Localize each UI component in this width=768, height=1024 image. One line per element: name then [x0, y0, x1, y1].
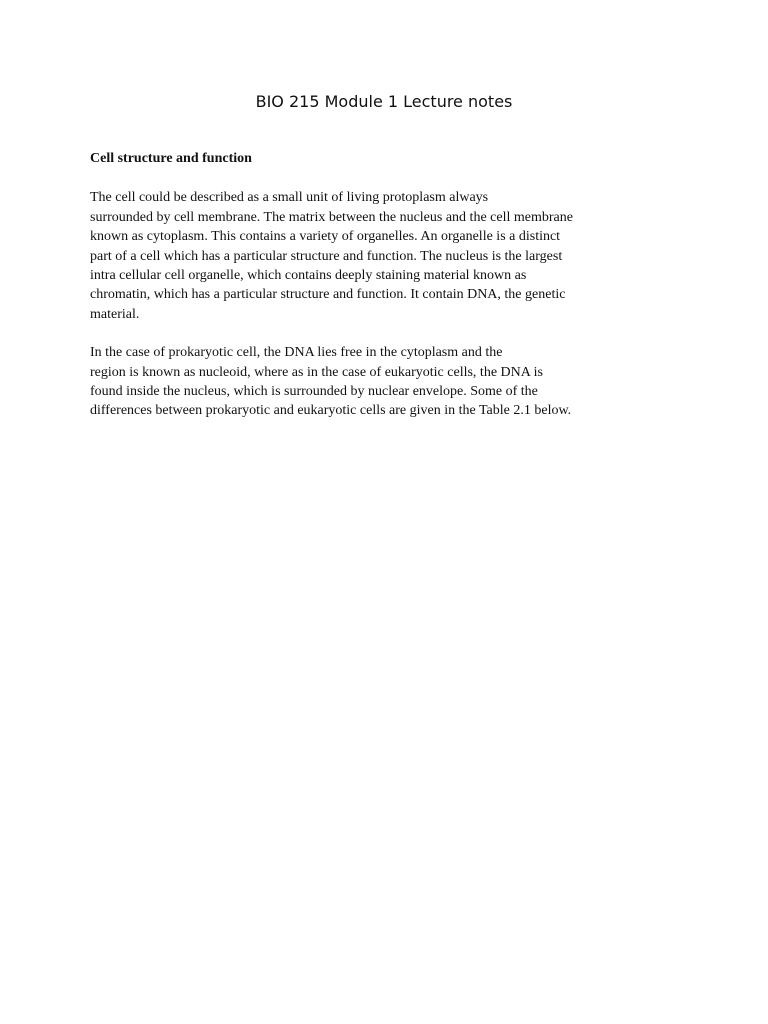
section-heading: Cell structure and function	[90, 151, 252, 166]
document-body	[90, 149, 630, 440]
paragraph-line: material.	[90, 306, 140, 322]
document-title: BIO 215 Module 1 Lecture notes	[255, 92, 513, 111]
paragraph-line: surrounded by cell membrane. The matrix between the nucleus and the cell membrane	[90, 209, 573, 225]
paragraph-cell-description	[90, 188, 630, 324]
paragraph-line: The cell could be described as a small unit of living protoplasm always	[90, 190, 489, 206]
paragraph-line: found inside the nucleus, which is surrounded by nuclear envelope. Some of the	[90, 384, 538, 400]
paragraph-line: differences between prokaryotic and eukaryotic cells are given in the Table 2.1 below.	[90, 403, 572, 419]
paragraph-line: region is known as nucleoid, where as in the case of eukaryotic cells, the DNA is	[90, 364, 543, 380]
paragraph-line: chromatin, which has a particular structure and function. It contain DNA, the genetic	[90, 287, 566, 303]
paragraph-line: In the case of prokaryotic cell, the DNA lies free in the cytoplasm and the	[90, 345, 503, 361]
paragraph-line: intra cellular cell organelle, which contains deeply staining material known as	[90, 268, 527, 284]
paragraph-line: known as cytoplasm. This contains a variety of organelles. An organelle is a distinct	[90, 229, 561, 245]
paragraph-line: part of a cell which has a particular structure and function. The nucleus is the largest	[90, 248, 563, 264]
paragraph-prokaryotic-eukaryotic	[90, 343, 630, 421]
